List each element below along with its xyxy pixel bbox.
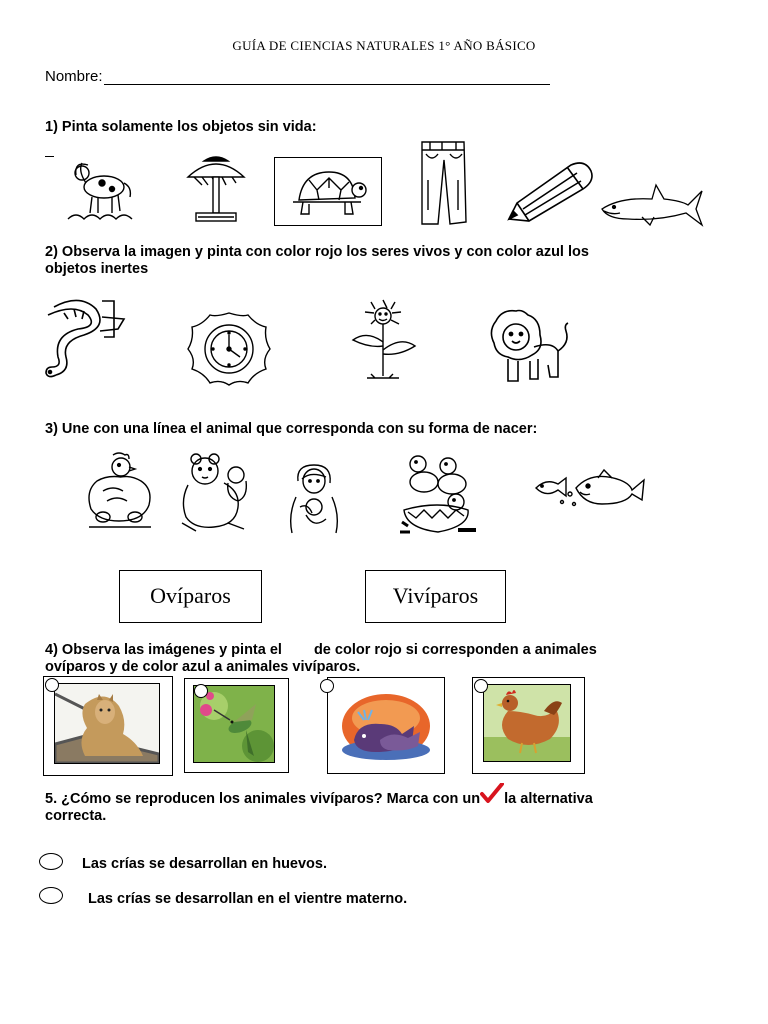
puma-photo — [54, 683, 160, 764]
option-1-oval[interactable] — [39, 853, 63, 870]
cow-icon[interactable] — [66, 153, 138, 225]
lamp-icon[interactable] — [180, 153, 252, 225]
hen-card — [472, 677, 585, 774]
puma-color-circle[interactable] — [45, 678, 59, 692]
page-title: GUÍA DE CIENCIAS NATURALES 1° AÑO BÁSICO — [232, 38, 536, 53]
question-1: 1) Pinta solamente los objetos sin vida: — [45, 119, 317, 135]
question-5-line2: correcta. — [45, 808, 107, 824]
fish-icon[interactable] — [532, 466, 646, 512]
question-2 — [45, 244, 589, 278]
hen-photo — [483, 684, 571, 762]
pants-icon[interactable] — [418, 140, 468, 226]
bear-icon[interactable] — [178, 451, 254, 533]
turtle-icon[interactable] — [289, 164, 367, 220]
hummingbird-color-circle[interactable] — [194, 684, 208, 698]
question-4 — [45, 642, 597, 676]
flower-icon[interactable] — [349, 296, 417, 382]
pencil-icon[interactable] — [505, 159, 597, 225]
question-4-line1 — [45, 642, 597, 659]
question-2-line2: objetos inertes — [45, 261, 149, 277]
question-4-line1-a: 4) Observa las imágenes y pinta el — [45, 642, 282, 658]
name-label: Nombre: — [45, 68, 103, 85]
question-4-line1-b: de color rojo si corresponden a animales — [313, 642, 597, 658]
hen-color-circle[interactable] — [474, 679, 488, 693]
turtles-hatching-icon[interactable] — [398, 452, 480, 536]
name-line[interactable] — [104, 70, 550, 85]
whale-card — [327, 677, 445, 774]
option-1-text: Las crías se desarrollan en huevos. — [82, 856, 328, 872]
name-field[interactable] — [45, 68, 550, 85]
question-5-line1 — [45, 789, 593, 808]
hen-icon[interactable] — [83, 451, 157, 529]
turtle-frame — [274, 157, 382, 226]
whale-photo — [336, 682, 436, 766]
checkmark-icon — [480, 789, 504, 803]
shark-icon[interactable] — [598, 183, 704, 227]
clock-icon[interactable] — [186, 311, 272, 387]
option-2-oval[interactable] — [39, 887, 63, 904]
question-5-line1-a: 5. ¿Cómo se reproducen los animales vivíparos? Marca con un — [45, 791, 481, 807]
option-2-text: Las crías se desarrollan en el vientre materno. — [88, 891, 408, 907]
question-2-line1: 2) Observa la imagen y pinta con color rojo los seres vivos y con color azul los — [45, 244, 589, 260]
question-4-line2: ovíparos y de color azul a animales vivíparos. — [45, 659, 361, 675]
question-5 — [45, 789, 593, 825]
viviparos-box[interactable]: Vivíparos — [365, 570, 506, 623]
whale-color-circle[interactable] — [320, 679, 334, 693]
oviparos-box[interactable]: Ovíparos — [119, 570, 262, 623]
hummingbird-photo — [193, 685, 275, 763]
snake-icon[interactable] — [44, 297, 126, 385]
dash-mark — [45, 156, 54, 157]
question-5-line1-b: la alternativa — [504, 791, 593, 807]
mother-child-icon[interactable] — [284, 463, 344, 535]
question-3: 3) Une con una línea el animal que corresponda con su forma de nacer: — [45, 421, 538, 437]
puma-card — [43, 676, 173, 776]
lion-icon[interactable] — [488, 307, 572, 387]
